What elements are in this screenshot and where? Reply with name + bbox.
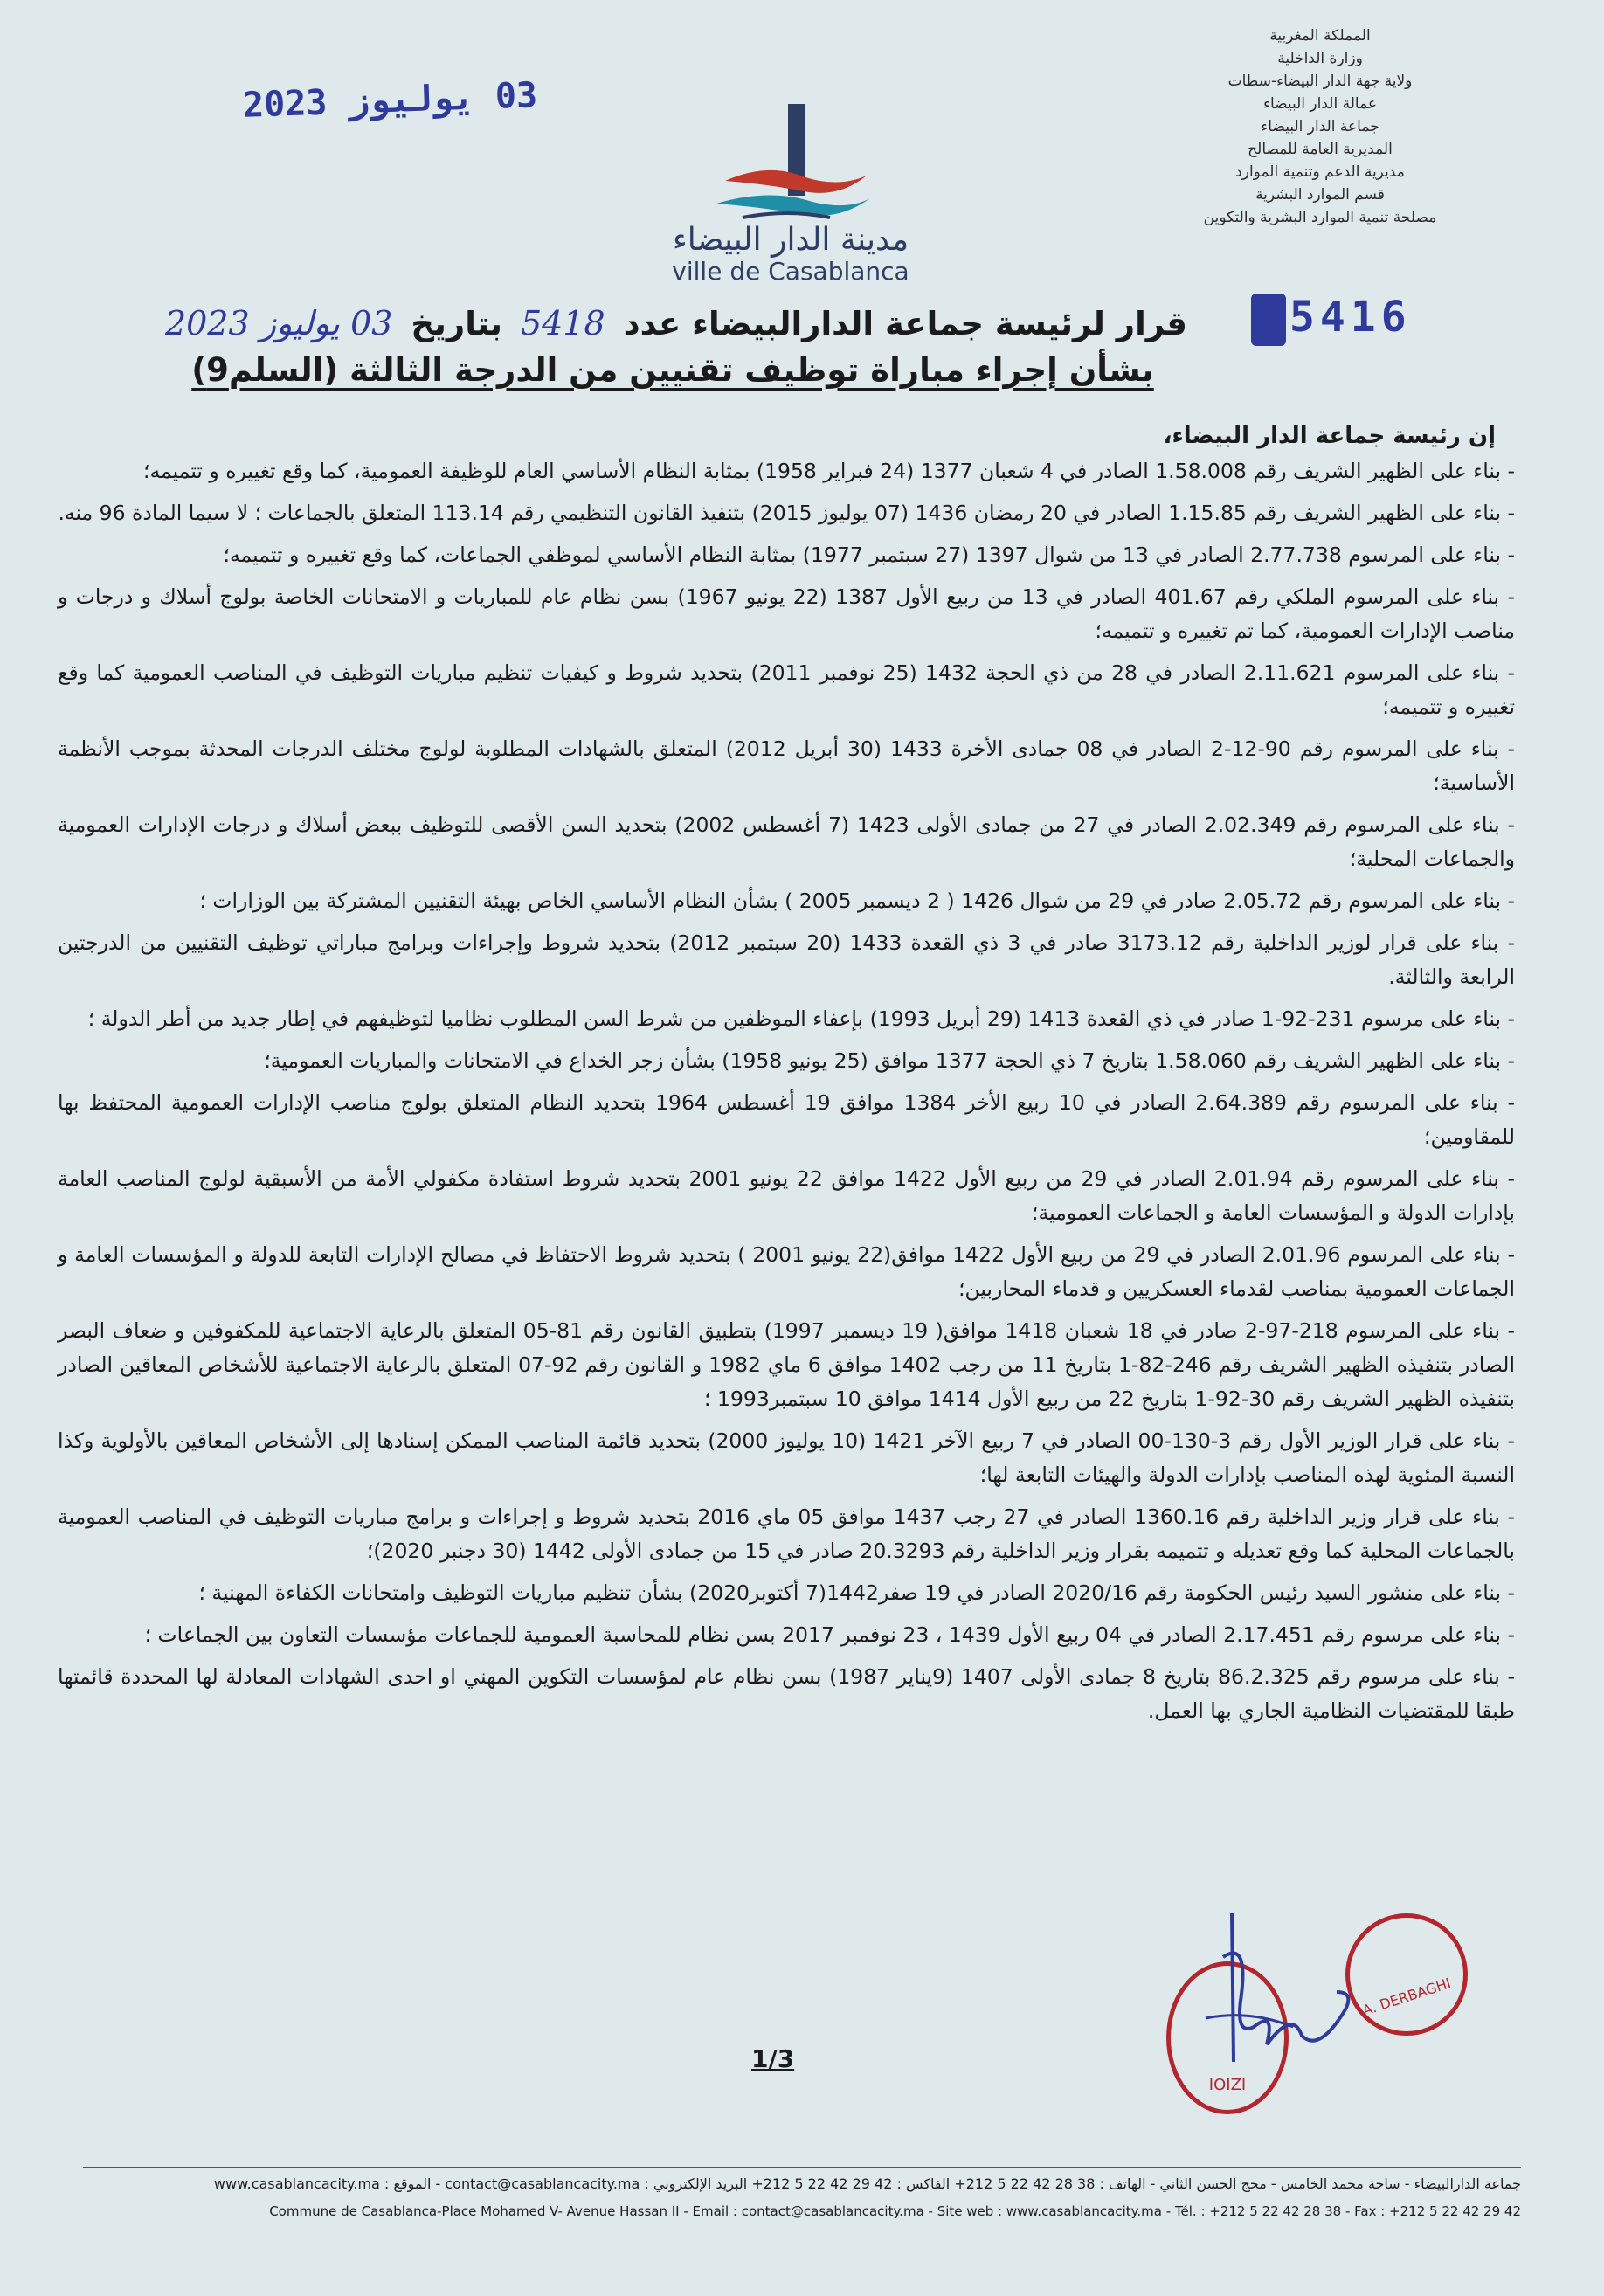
logo-arabic-text: مدينة الدار البيضاء — [672, 222, 909, 258]
ink-blot — [1251, 294, 1286, 346]
clause: - بناء على مرسوم رقم 2.17.451 الصادر في 04 ربيع الأول 1439 ، 23 نوفمبر 2017 بسن نظام للمحاسبة العمومية للجماعات مؤسسات التعاون بين الجماعات ؛ — [144, 1622, 1515, 1647]
page-number: 1/3 — [751, 2044, 795, 2073]
clause: - بناء على المرسوم 218-97-2 صادر في 18 شعبان 1418 موافق( 19 ديسمبر 1997) بتطبيق القانون رقم 81-05 المتعلق بالرعاية الاجتماعية للمكفوفين و ضعاف البصر الصادر بتنفيذه الظهير الشريف رقم 246-82-1 بتاريخ 11 من رجب 1402 موافق 6 ماي 1982 و القانون رقم 92-07 المتعلق بالرعاية الاجتماعية للأشخاص المعاقين الصادر بتنفيذه الظهير الشريف رقم 30-92-1 بتاريخ 22 من ربيع الأول 1414 موافق 10 سبتمبر1993 ؛ — [58, 1318, 1516, 1411]
number-stamp — [1251, 293, 1412, 346]
title-middle: بتاريخ — [411, 305, 503, 342]
clause: - بناء على الظهير الشريف رقم 1.58.008 الصادر في 4 شعبان 1377 (24 فبراير 1958) بمثابة النظام الأساسي العام للوظيفة العمومية، كما وقع تغييره و تتميمه؛ — [142, 459, 1515, 483]
seal-right-text: A. DERBAGHI — [1360, 1974, 1453, 2019]
casablanca-logo — [655, 100, 926, 297]
admin-line: وزارة الداخلية — [1277, 50, 1363, 67]
clause: - بناء على الظهير الشريف رقم 1.58.060 بتاريخ 7 ذي الحجة 1377 موافق (25 يونيو 1958) بشأن زجر الخداع في الامتحانات والمباريات العمومية؛ — [264, 1048, 1515, 1073]
clause: - بناء على المرسوم رقم 2.01.94 الصادر في 29 من ربيع الأول 1422 موافق 22 يونيو 2001 بتحديد شروط استفادة مكفولي الأمة من الأسبقية لولوج المناصب العامة بإدارات الدولة و المؤسسات العامة و الجماعات العمومية؛ — [58, 1166, 1515, 1225]
opening-line: إن رئيسة جماعة الدار البيضاء، — [1163, 423, 1496, 449]
official-seal-right — [1345, 1913, 1468, 2036]
clause: - بناء على مرسوم 231-92-1 صادر في ذي القعدة 1413 (29 أبريل 1993) بإعفاء الموظفين من شرط السن المطلوب نظاميا لتوظيفهم في إطار جديد من أطر الدولة ؛ — [87, 1006, 1515, 1031]
title-prefix: قرار لرئيسة جماعة الدارالبيضاء عدد — [623, 305, 1188, 342]
admin-line: قسم الموارد البشرية — [1255, 186, 1385, 204]
admin-line: ولاية جهة الدار البيضاء-سطات — [1227, 73, 1413, 90]
clause: - بناء على المرسوم 2.11.621 الصادر في 28 من ذي الحجة 1432 (25 نوفمبر 2011) بتحديد شروط و كيفيات تنظيم مباريات التوظيف في المناصب العمومية كما وقع تغييره و تتميمه؛ — [58, 660, 1515, 719]
date-stamp: 03 يوليوز 2023 — [242, 75, 538, 126]
clause: - بناء على المرسوم 2.01.96 الصادر في 29 من ربيع الأول 1422 موافق(22 يونيو 2001 ) بتحديد شروط الاحتفاظ في مصالح الإدارات التابعة للدولة و المؤسسات العامة و الجماعات العمومية بمناصب لقدماء العسكريين و قدماء المحاربين؛ — [58, 1242, 1515, 1301]
document-body — [58, 418, 1515, 1736]
clause: - بناء على الظهير الشريف رقم 1.15.85 الصادر في 20 رمضان 1436 (07 يوليوز 2015) بتنفيذ القانون التنظيمي رقم 113.14 المتعلق بالجماعات ؛ لا سيما المادة 96 منه. — [58, 501, 1515, 525]
clause: - بناء على منشور السيد رئيس الحكومة رقم 2020/16 الصادر في 19 صفر1442(7 أكتوبر2020) بشأن تنظيم مباريات التوظيف وامتحانات الكفاءة المهنية ؛ — [198, 1580, 1515, 1605]
decision-date: 03 يوليوز 2023 — [164, 304, 393, 342]
number-stamp-value: 5416 — [1289, 293, 1412, 342]
title-line-1 — [140, 301, 1206, 346]
clause: - بناء على قرار الوزير الأول رقم 3-130-00 الصادر في 7 ربيع الآخر 1421 (10 يوليوز 2000) بتحديد قائمة المناصب الممكن إسنادها إلى الأشخاص المعاقين بالأولوية وكذا النسبة المئوية لهذه المناصب بإدارات الدولة والهيئات التابعة لها؛ — [58, 1428, 1515, 1487]
admin-line: المديرية العامة للمصالح — [1248, 141, 1393, 158]
decision-number: 5418 — [520, 304, 605, 342]
administrative-header — [1132, 24, 1508, 229]
footer-divider — [83, 2167, 1521, 2168]
clause: - بناء على المرسوم الملكي رقم 401.67 الصادر في 13 من ربيع الأول 1387 (22 يونيو 1967) بسن نظام عام للمباريات و الامتحانات الخاصة بولوج أسلاك و درجات و مناصب الإدارات العمومية، كما تم تغييره و تتميمه؛ — [58, 584, 1516, 643]
admin-line: المملكة المغربية — [1269, 27, 1371, 45]
title-line-2: بشأن إجراء مباراة توظيف تقنيين من الدرجة الثالثة (السلم9) — [191, 351, 1154, 389]
clause: - بناء على قرار وزير الداخلية رقم 1360.16 الصادر في 27 رجب 1437 موافق 05 ماي 2016 بتحديد شروط و إجراءات و برامج مباريات التوظيف في المناصب العمومية بالجماعات المحلية كما وقع تعديله و تتميمه بقرار وزير الداخلية رقم 20.3293 صادر في 15 من جمادى الأولى 1442 (30 دجنبر 2020)؛ — [58, 1504, 1515, 1563]
clause: - بناء على مرسوم رقم 86.2.325 بتاريخ 8 جمادى الأولى 1407 (9يناير 1987) بسن نظام عام لمؤسسات التكوين المهني او احدى الشهادات المعادلة لها المحددة قائمتها طبقا للمقتضيات النظامية الجاري بها العمل. — [58, 1664, 1516, 1723]
clause: - بناء على المرسوم 2.77.738 الصادر في 13 من شوال 1397 (27 سبتمبر 1977) بمثابة النظام الأساسي لموظفي الجماعات، كما وقع تغييره و تتميمه؛ — [223, 543, 1515, 567]
seal-left-text: IOIZI — [1208, 2076, 1247, 2094]
decision-title — [140, 301, 1206, 395]
clause: - بناء على المرسوم رقم 2.64.389 الصادر في 10 ربيع الأخر 1384 موافق 19 أغسطس 1964 بتحديد النظام المتعلق بولوج مناصب الإدارات العمومية المحتفظ بها للمقاومين؛ — [58, 1090, 1515, 1149]
footer-arabic: جماعة الدارالبيضاء - ساحة محمد الخامس - محج الحسن الثاني - الهاتف : 38 28 42 22 5 212+ الفاكس : 42 29 42 22 5 212+ البريد الإلكتروني : contact@casablancacity.ma - الموقع : www.casablancacity.ma — [213, 2175, 1521, 2192]
admin-line: عمالة الدار البيضاء — [1262, 95, 1378, 113]
admin-line: جماعة الدار البيضاء — [1261, 118, 1379, 135]
clause: - بناء على المرسوم رقم 2.05.72 صادر في 29 من شوال 1426 ( 2 ديسمبر 2005 ) بشأن النظام الأساسي الخاص بهيئة التقنيين المشتركة بين الوزارات ؛ — [199, 889, 1515, 913]
clause: - بناء على المرسوم رقم 2.02.349 الصادر في 27 من جمادى الأولى 1423 (7 أغسطس 2002) بتحديد السن الأقصى للتوظيف ببعض أسلاك و درجات الإدارات العمومية والجماعات المحلية؛ — [58, 813, 1515, 871]
admin-line: مصلحة تنمية الموارد البشرية والتكوين — [1203, 209, 1437, 226]
casablanca-logo-icon — [708, 100, 874, 227]
footer-french: Commune de Casablanca-Place Mohamed V- Avenue Hassan II - Email : contact@casablancacity.ma - Site web : www.casablancacity.ma - Tél. : +212 5 22 42 28 38 - Fax : +212 5 22 42 29 42 — [269, 2203, 1521, 2219]
clause: - بناء على المرسوم رقم 90-12-2 الصادر في 08 جمادى الأخرة 1433 (30 أبريل 2012) المتعلق بالشهادات المطلوبة لولوج مختلف الدرجات المحدثة بموجب الأنظمة الأساسية؛ — [58, 737, 1516, 795]
admin-line: مديرية الدعم وتنمية الموارد — [1235, 163, 1405, 181]
clause: - بناء على قرار لوزير الداخلية رقم 3173.12 صادر في 3 ذي القعدة 1433 (20 سبتمبر 2012) بتحديد شروط وإجراءات وبرامج مباراتي توظيف التقنيين من الدرجتين الرابعة والثالثة. — [58, 930, 1515, 989]
logo-french-text: ville de Casablanca — [672, 257, 909, 286]
